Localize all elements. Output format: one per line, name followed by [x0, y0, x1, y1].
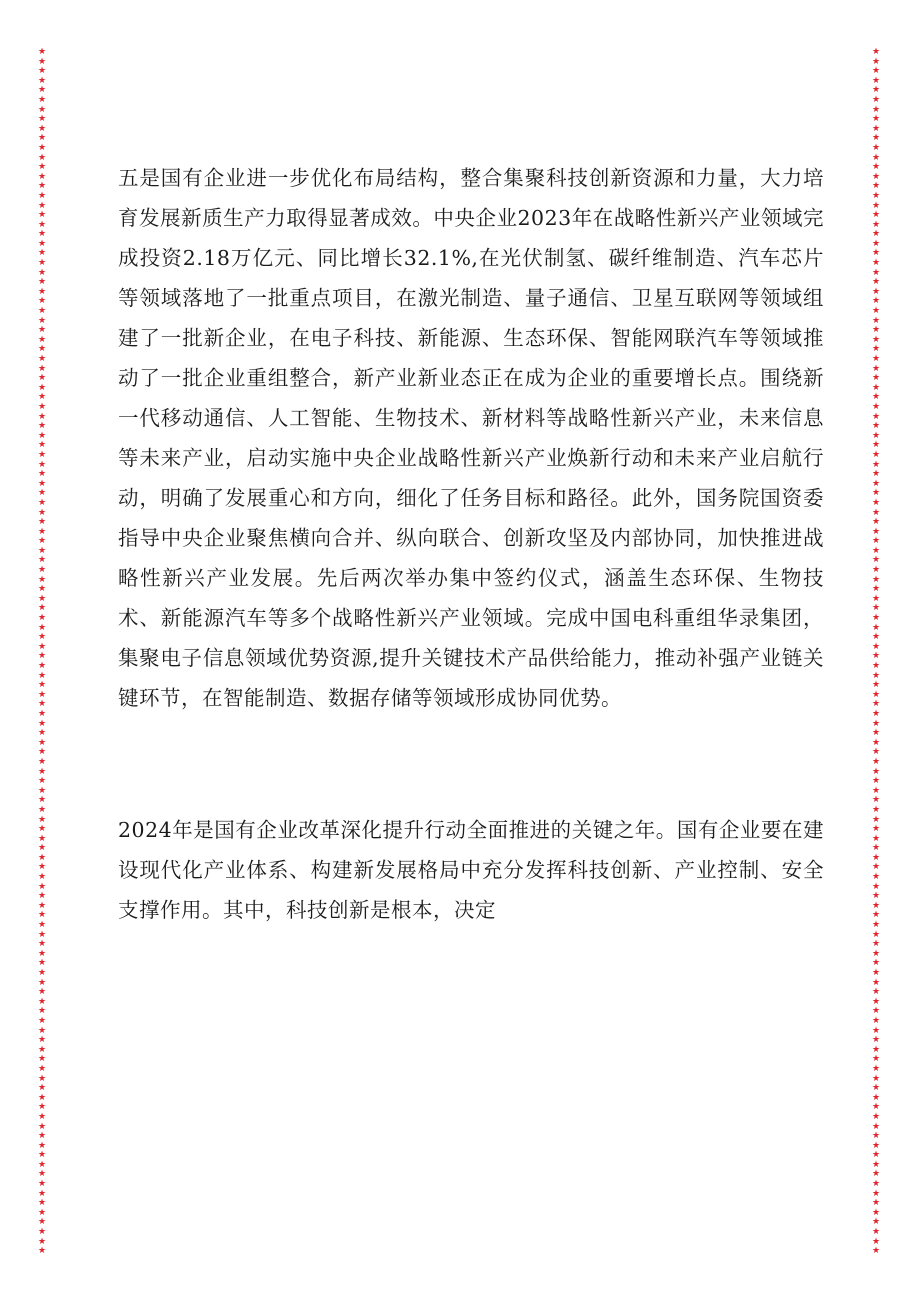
right-star-border: ★ ★ ★ ★ ★ ★ ★ ★ ★ ★ ★ ★ ★ ★ ★ ★ ★ ★ ★ ★ ★ ★ ★ ★ ★ ★ ★ ★ ★ ★ ★ ★ ★ ★ ★ ★ ★ ★ ★ ★ ★ ★ ★ ★ ★ ★ ★ ★ ★ ★ ★ ★ ★ ★ ★ ★ ★ ★ ★ ★ ★ ★ ★ ★ ★ ★ ★ ★ ★ ★ ★ ★ ★ ★ ★ ★ ★ ★ ★ ★ ★ ★ ★ ★ ★ ★ ★ ★ ★ ★ ★ ★ ★ ★ ★ ★ ★ ★ ★ ★ ★ ★ ★ ★ ★ ★ ★ ★ ★ ★ ★ ★ ★ ★ ★ ★ ★ ★ ★ ★ ★ ★ ★ ★ ★ ★ [871, 48, 881, 1256]
paragraph-2024-reform: 2024年是国有企业改革深化提升行动全面推进的关键之年。国有企业要在建设现代化产业体系、构建新发展格局中充分发挥科技创新、产业控制、安全支撑作用。其中，科技创新是根本，决定 [118, 818, 824, 922]
left-star-border: ★ ★ ★ ★ ★ ★ ★ ★ ★ ★ ★ ★ ★ ★ ★ ★ ★ ★ ★ ★ ★ ★ ★ ★ ★ ★ ★ ★ ★ ★ ★ ★ ★ ★ ★ ★ ★ ★ ★ ★ ★ ★ ★ ★ ★ ★ ★ ★ ★ ★ ★ ★ ★ ★ ★ ★ ★ ★ ★ ★ ★ ★ ★ ★ ★ ★ ★ ★ ★ ★ ★ ★ ★ ★ ★ ★ ★ ★ ★ ★ ★ ★ ★ ★ ★ ★ ★ ★ ★ ★ ★ ★ ★ ★ ★ ★ ★ ★ ★ ★ ★ ★ ★ ★ ★ ★ ★ ★ ★ ★ ★ ★ ★ ★ ★ ★ ★ ★ ★ ★ ★ ★ ★ ★ ★ ★ [37, 48, 47, 1256]
document-body [118, 158, 824, 930]
paragraph-state-enterprise-layout: 五是国有企业进一步优化布局结构，整合集聚科技创新资源和力量，大力培育发展新质生产力取得显著成效。中央企业2023年在战略性新兴产业领域完成投资2.18万亿元、同比增长32.1%,在光伏制氢、碳纤维制造、汽车芯片等领域落地了一批重点项目，在激光制造、量子通信、卫星互联网等领域组建了一批新企业，在电子科技、新能源、生态环保、智能网联汽车等领域推动了一批企业重组整合，新产业新业态正在成为企业的重要增长点。围绕新一代移动通信、人工智能、生物技术、新材料等战略性新兴产业，未来信息等未来产业，启动实施中央企业战略性新兴产业焕新行动和未来产业启航行动，明确了发展重心和方向，细化了任务目标和路径。此外，国务院国资委指导中央企业聚焦横向合并、纵向联合、创新攻坚及内部协同，加快推进战略性新兴产业发展。先后两次举办集中签约仪式，涵盖生态环保、生物技术、新能源汽车等多个战略性新兴产业领域。完成中国电科重组华录集团，集聚电子信息领域优势资源,提升关键技术产品供给能力，推动补强产业链关键环节，在智能制造、数据存储等领域形成协同优势。 [118, 166, 824, 710]
